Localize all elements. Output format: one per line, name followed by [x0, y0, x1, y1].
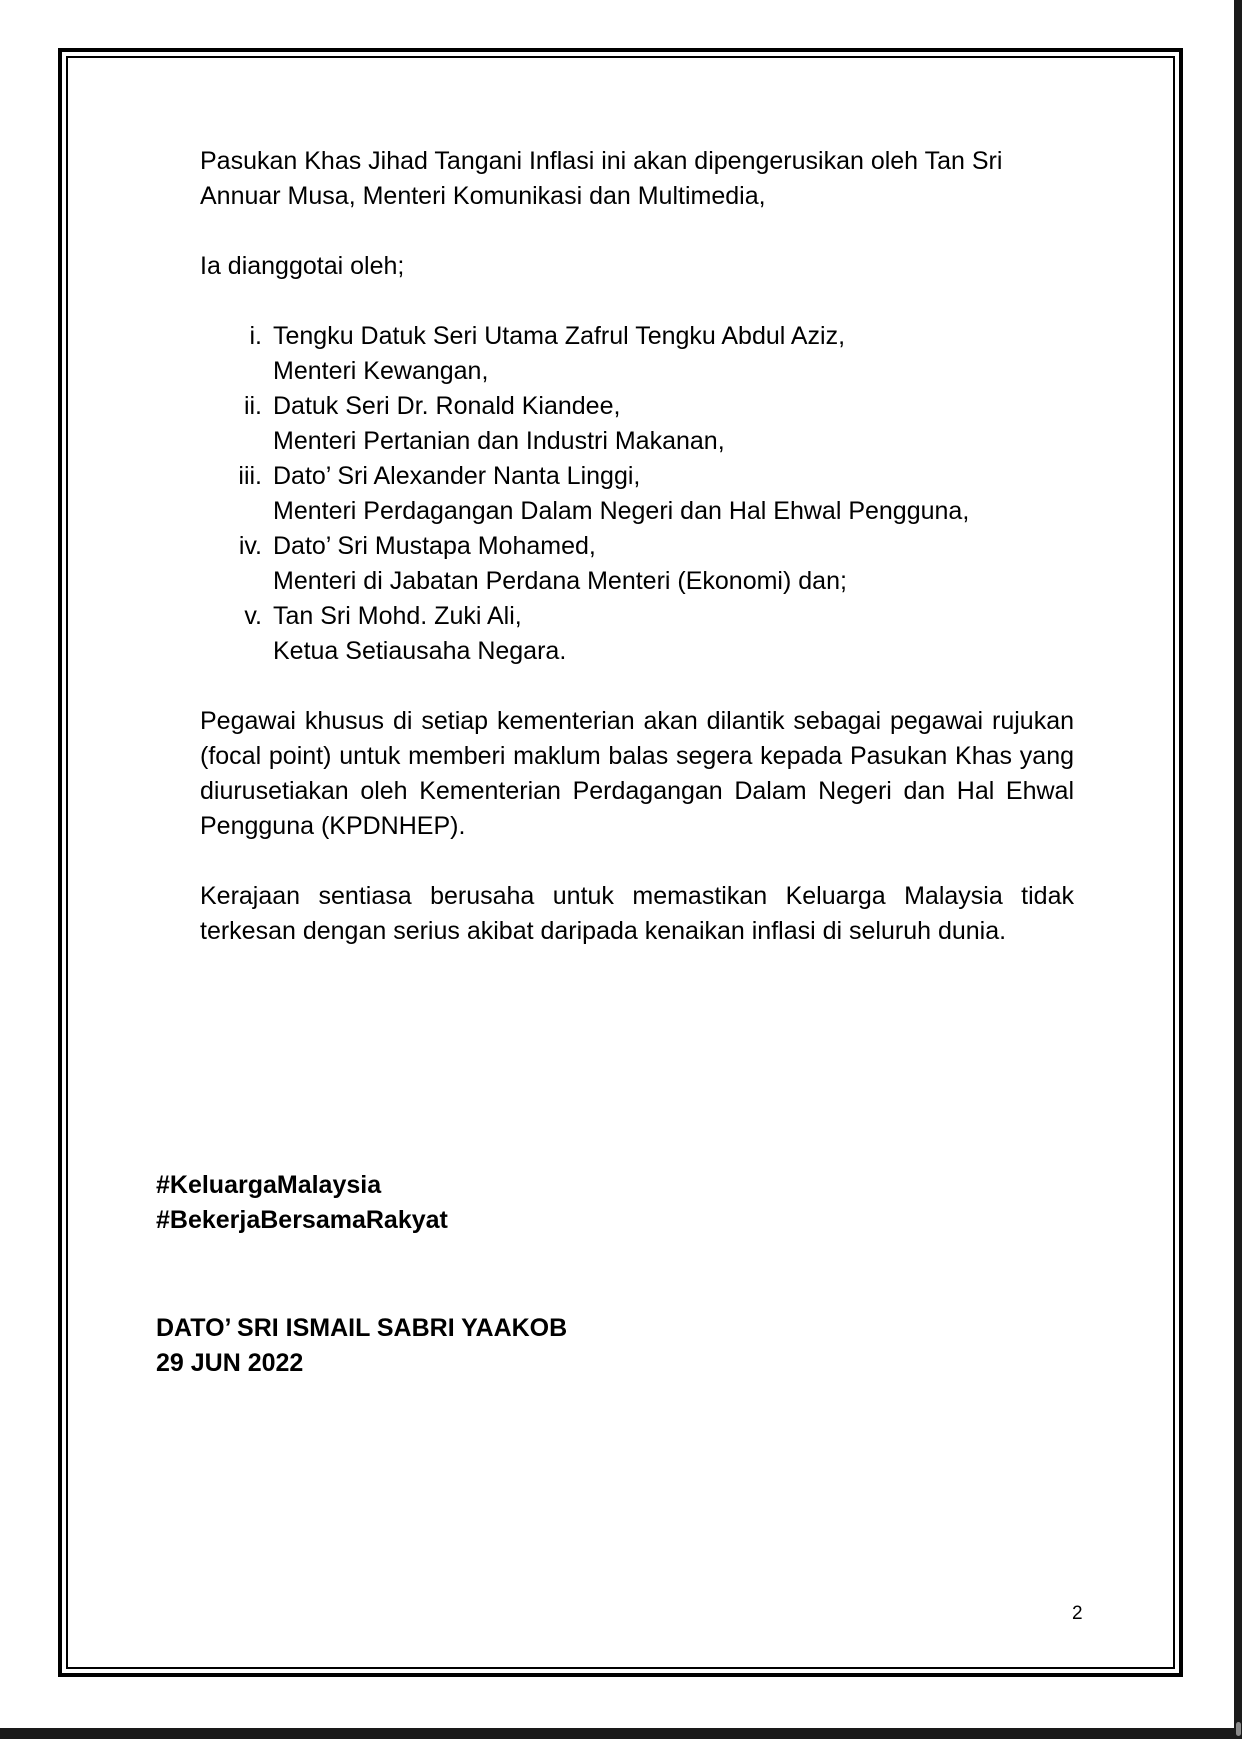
list-item [200, 389, 1074, 459]
signatory-name: DATO’ SRI ISMAIL SABRI YAAKOB [156, 1314, 568, 1342]
members-list [200, 319, 1074, 669]
scroll-indicator[interactable] [1236, 1722, 1241, 1736]
member-title: Ketua Setiausaha Negara. [273, 637, 567, 665]
page-number: 2 [1072, 1603, 1083, 1624]
paragraph-government: Kerajaan sentiasa berusaha untuk memastikan Keluarga Malaysia tidak terkesan dengan serius akibat daripada kenaikan inflasi di seluruh dunia. [200, 882, 1074, 945]
member-name: Dato’ Sri Alexander Nanta Linggi, [273, 462, 641, 490]
list-numeral: ii. [243, 392, 262, 420]
paragraph-chairman [200, 144, 1074, 214]
list-numeral: iii. [238, 462, 262, 490]
screen-edge-right [1234, 0, 1242, 1739]
member-title: Menteri Pertanian dan Industri Makanan, [273, 427, 725, 455]
list-item [200, 599, 1074, 669]
list-item [200, 529, 1074, 599]
list-item [200, 319, 1074, 389]
signature-date: 29 JUN 2022 [156, 1349, 304, 1377]
member-name: Tan Sri Mohd. Zuki Ali, [273, 602, 522, 630]
screen-edge-bottom [0, 1728, 1242, 1739]
document-body [200, 144, 1074, 949]
list-numeral: i. [249, 322, 262, 350]
signature-block [156, 1311, 567, 1381]
member-name: Datuk Seri Dr. Ronald Kiandee, [273, 392, 621, 420]
paragraph-line: Annuar Musa, Menteri Komunikasi dan Multimedia, [200, 182, 766, 210]
member-title: Menteri Perdagangan Dalam Negeri dan Hal Ehwal Pengguna, [273, 497, 970, 525]
members-intro: Ia dianggotai oleh; [200, 252, 405, 280]
hashtags [156, 1168, 448, 1238]
paragraph-focal-point: Pegawai khusus di setiap kementerian akan dilantik sebagai pegawai rujukan (focal point) untuk memberi maklum balas segera kepada Pasukan Khas yang diurusetiakan oleh Kementerian Perdagangan Dalam Negeri dan Hal Ehwal Pengguna (KPDNHEP). [200, 707, 1074, 840]
member-title: Menteri di Jabatan Perdana Menteri (Ekonomi) dan; [273, 567, 847, 595]
member-title: Menteri Kewangan, [273, 357, 489, 385]
list-numeral: iv. [238, 532, 262, 560]
hashtag: #BekerjaBersamaRakyat [156, 1206, 448, 1234]
list-item [200, 459, 1074, 529]
list-numeral: v. [244, 602, 262, 630]
paragraph-line: Pasukan Khas Jihad Tangani Inflasi ini akan dipengerusikan oleh Tan Sri [200, 147, 1003, 175]
hashtag: #KeluargaMalaysia [156, 1171, 382, 1199]
member-name: Tengku Datuk Seri Utama Zafrul Tengku Abdul Aziz, [273, 322, 846, 350]
member-name: Dato’ Sri Mustapa Mohamed, [273, 532, 596, 560]
